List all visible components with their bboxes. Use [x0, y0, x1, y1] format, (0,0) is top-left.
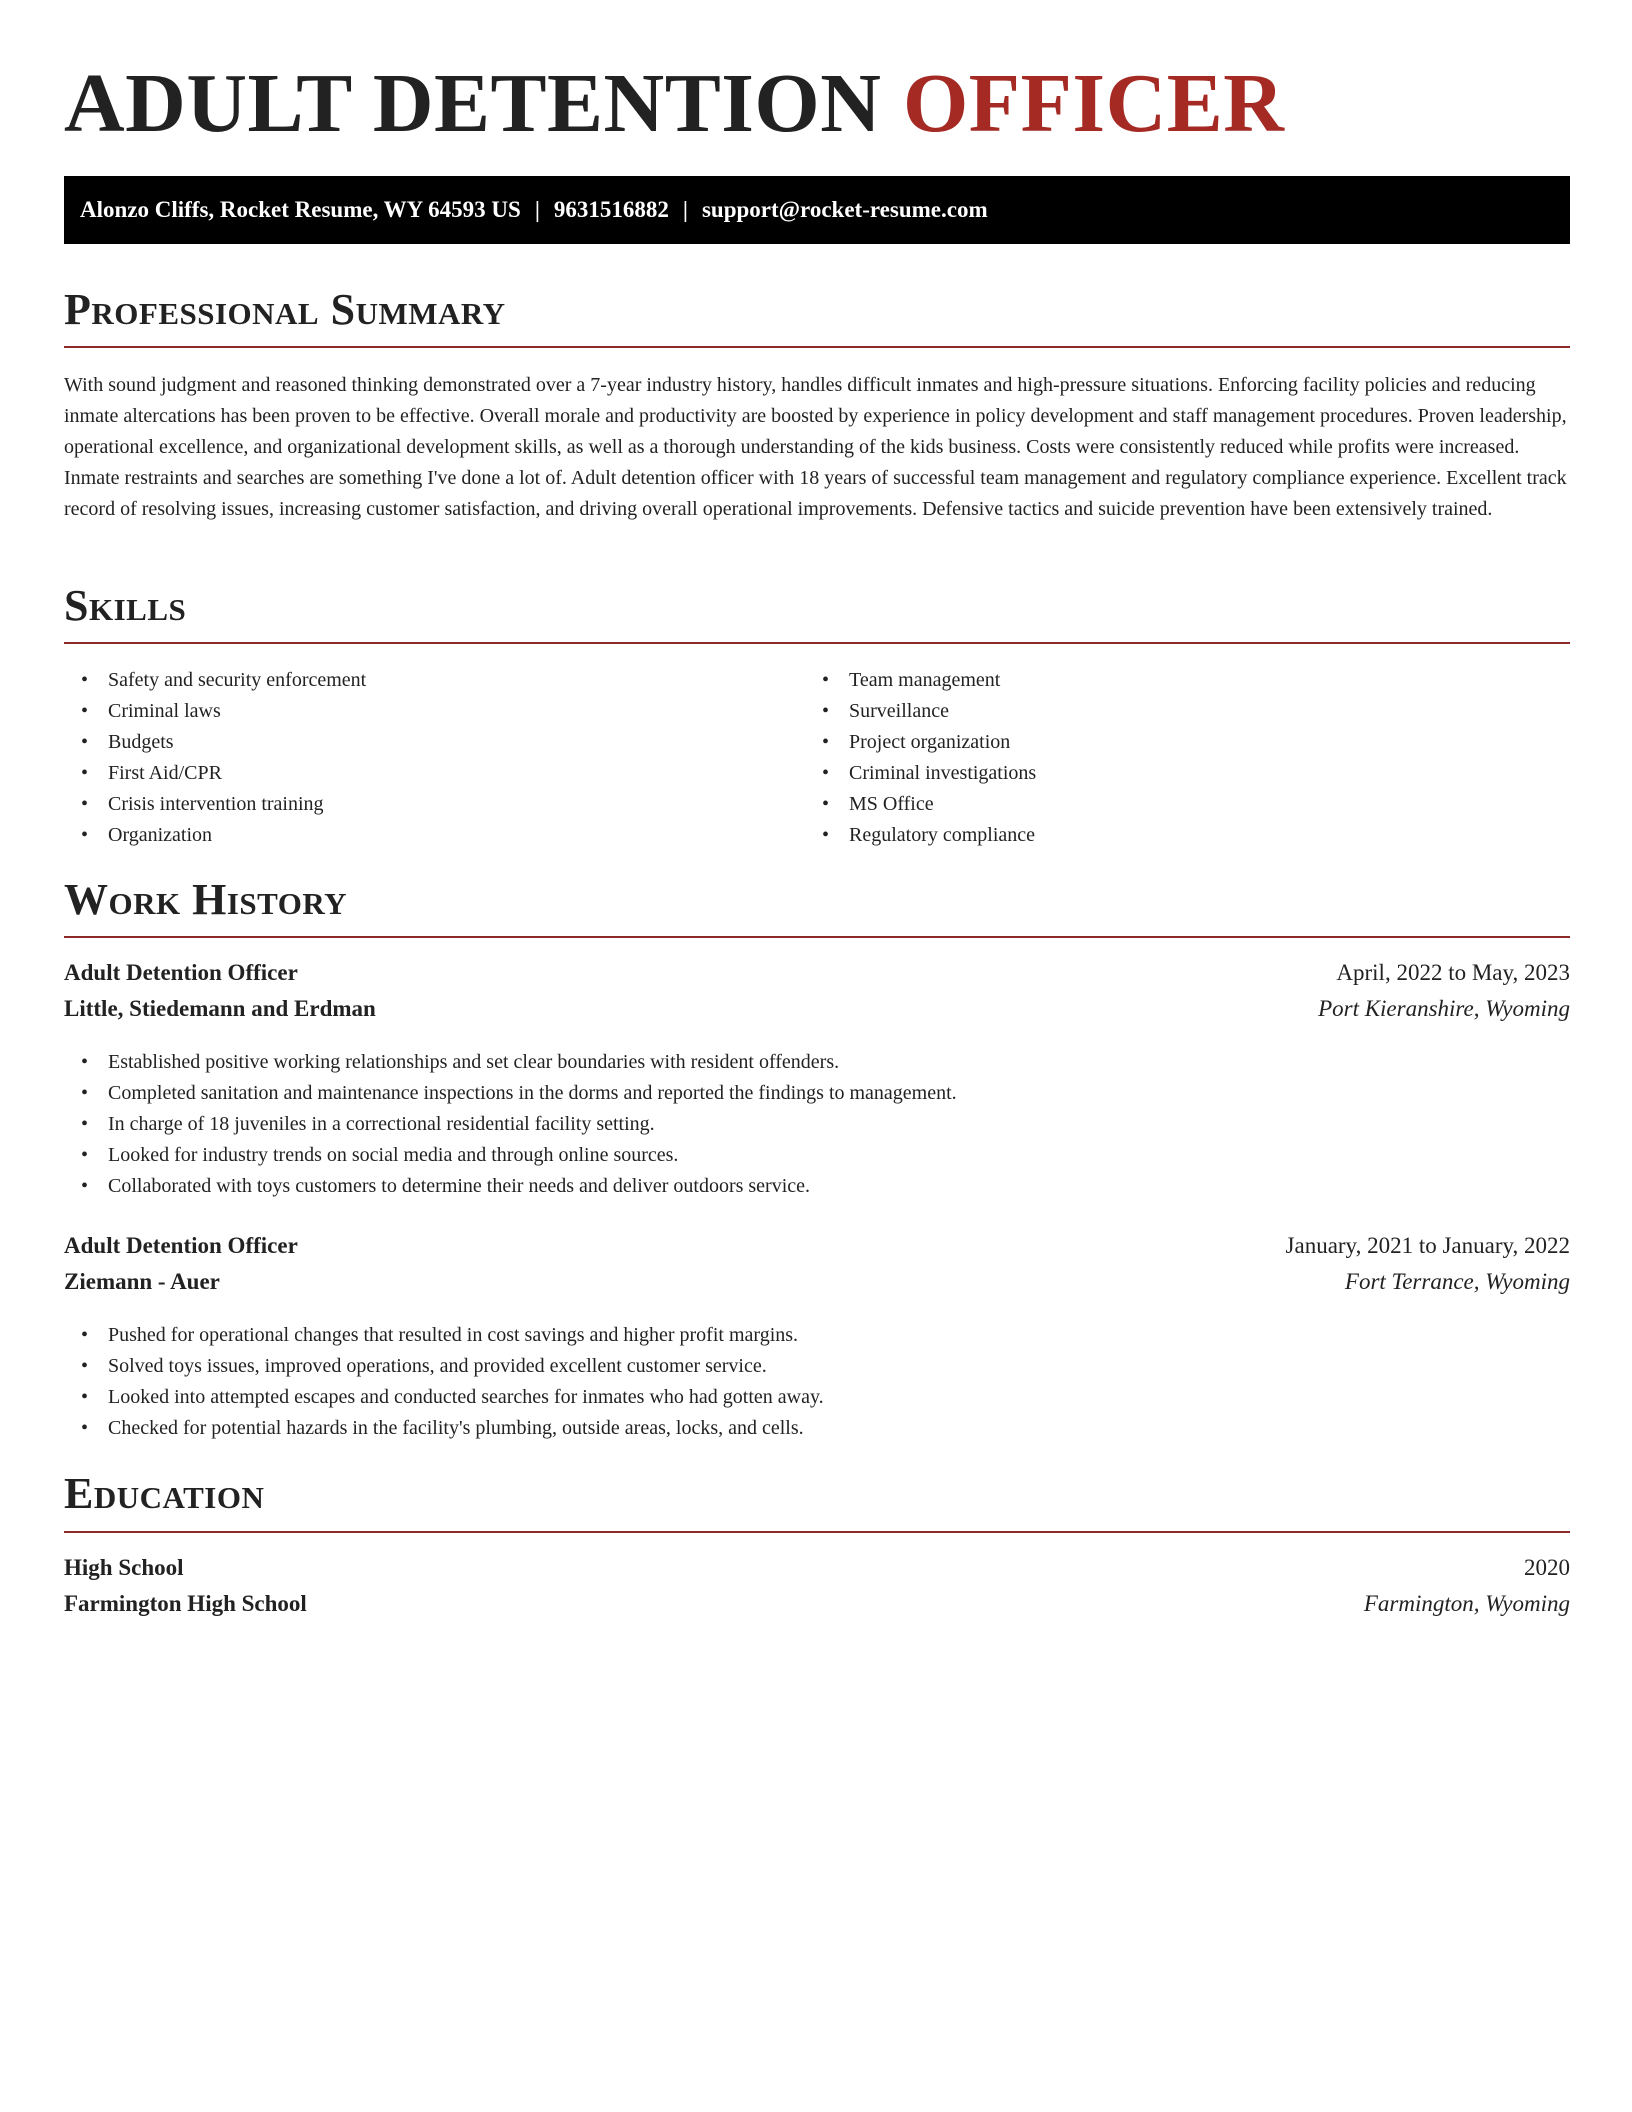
skill-item: • Safety and security enforcement — [64, 665, 366, 696]
skill-item: • Crisis intervention training — [64, 789, 366, 820]
skill-item: • Criminal laws — [64, 696, 366, 727]
contact-address: Alonzo Cliffs, Rocket Resume, WY 64593 US — [80, 197, 521, 222]
job-duties-list — [64, 1047, 957, 1202]
job-duty-item: • Collaborated with toys customers to determine their needs and deliver outdoors service. — [64, 1171, 957, 1202]
work-divider — [64, 936, 1570, 938]
education-divider — [64, 1531, 1570, 1533]
job-company-row — [64, 991, 1570, 1027]
job-dates: January, 2021 to January, 2022 — [1285, 1233, 1570, 1258]
job-duty-item: • Established positive working relationships and set clear boundaries with resident offenders. — [64, 1047, 957, 1078]
job-location: Fort Terrance, Wyoming — [1344, 1269, 1570, 1294]
job-duty-item: • In charge of 18 juveniles in a correctional residential facility setting. — [64, 1109, 957, 1140]
skill-item: • Regulatory compliance — [805, 820, 1036, 851]
job-duty-item: • Looked into attempted escapes and conducted searches for inmates who had gotten away. — [64, 1382, 824, 1413]
contact-email: support@rocket-resume.com — [701, 197, 988, 222]
job-location: Port Kieranshire, Wyoming — [1318, 996, 1570, 1021]
contact-separator: | — [534, 197, 540, 222]
job-header-row — [64, 1228, 1570, 1264]
job-company: Ziemann - Auer — [64, 1269, 220, 1294]
skill-item: • Criminal investigations — [805, 758, 1036, 789]
education-year: 2020 — [1524, 1555, 1570, 1580]
job-title: Adult Detention Officer — [64, 1233, 298, 1258]
skill-item: • Organization — [64, 820, 366, 851]
contact-phone: 9631516882 — [553, 197, 669, 222]
skills-heading: Skills — [64, 581, 187, 630]
education-heading: Education — [64, 1469, 265, 1518]
education-school: Farmington High School — [64, 1591, 307, 1616]
title-accent: OFFICER — [902, 57, 1285, 150]
job-dates: April, 2022 to May, 2023 — [1336, 960, 1570, 985]
job-company-row — [64, 1264, 1570, 1300]
skill-item: • MS Office — [805, 789, 1036, 820]
skill-item: • Budgets — [64, 727, 366, 758]
job-duties-list — [64, 1320, 824, 1444]
skills-list-left — [64, 665, 366, 851]
skill-item: • First Aid/CPR — [64, 758, 366, 789]
job-duty-item: • Completed sanitation and maintenance inspections in the dorms and reported the findings to management. — [64, 1078, 957, 1109]
resume-title — [64, 54, 1284, 154]
job-duty-item: • Pushed for operational changes that resulted in cost savings and higher profit margins. — [64, 1320, 824, 1351]
education-row — [64, 1550, 1570, 1586]
summary-divider — [64, 346, 1570, 348]
education-location: Farmington, Wyoming — [1363, 1591, 1570, 1616]
job-duty-item: • Solved toys issues, improved operations, and provided excellent customer service. — [64, 1351, 824, 1382]
work-heading: Work History — [64, 875, 348, 924]
job-title: Adult Detention Officer — [64, 960, 298, 985]
summary-heading: Professional Summary — [64, 285, 506, 334]
job-company: Little, Stiedemann and Erdman — [64, 996, 376, 1021]
title-main: ADULT DETENTION — [64, 57, 903, 150]
skill-item: • Team management — [805, 665, 1036, 696]
contact-bar — [64, 176, 1570, 244]
skill-item: • Surveillance — [805, 696, 1036, 727]
education-degree: High School — [64, 1555, 184, 1580]
summary-text: With sound judgment and reasoned thinking demonstrated over a 7-year industry history, handles difficult inmates and high-pressure situations. Enforcing facility policies and reducing inmate altercations has been proven to be effective. Overall morale and productivity are boosted by experience in policy development and staff management procedures. Proven leadership, operational excellence, and organizational development skills, as well as a thorough understanding of the kids business. Costs were consistently reduced while profits were increased. Inmate restraints and searches are something I've done a lot of. Adult detention officer with 18 years of successful team management and regulatory compliance experience. Excellent track record of resolving issues, increasing customer satisfaction, and driving overall operational improvements. Defensive tactics and suicide prevention have been extensively trained. — [64, 374, 1567, 520]
job-duty-item: • Looked for industry trends on social media and through online sources. — [64, 1140, 957, 1171]
job-header-row — [64, 955, 1570, 991]
education-school-row — [64, 1586, 1570, 1622]
skill-item: • Project organization — [805, 727, 1036, 758]
contact-separator: | — [682, 197, 688, 222]
skills-list-right — [805, 665, 1036, 851]
job-duty-item: • Checked for potential hazards in the facility's plumbing, outside areas, locks, and cells. — [64, 1413, 824, 1444]
skills-divider — [64, 642, 1570, 644]
